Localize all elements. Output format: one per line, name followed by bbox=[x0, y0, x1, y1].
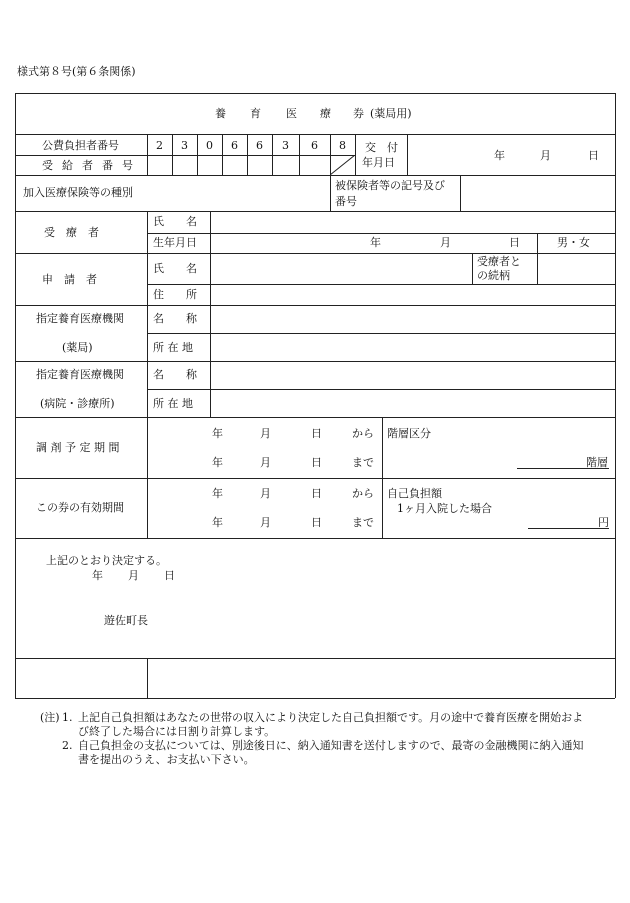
vp-from-year: 年 bbox=[212, 487, 223, 500]
issue-label-bottom: 年月日 bbox=[362, 156, 395, 169]
dp-until: まで bbox=[352, 456, 374, 469]
title-char: 医 bbox=[286, 107, 297, 120]
vp-to-day: 日 bbox=[311, 516, 322, 529]
hospital-name-label: 名 称 bbox=[153, 368, 197, 381]
patient-section-label: 受 療 者 bbox=[44, 226, 99, 239]
validity-period-label: この券の有効期間 bbox=[36, 501, 124, 514]
payer-digit: 6 bbox=[256, 139, 263, 152]
dp-from-month: 月 bbox=[260, 427, 271, 440]
relation-label-2: の続柄 bbox=[477, 269, 510, 282]
title-char: 養 bbox=[215, 107, 226, 120]
note-1-number: 1. bbox=[62, 711, 73, 724]
vp-until: まで bbox=[352, 516, 374, 529]
patient-name-label: 氏 名 bbox=[153, 215, 197, 228]
patient-dob-label: 生年月日 bbox=[153, 236, 197, 249]
vp-to-year: 年 bbox=[212, 516, 223, 529]
pharmacy-address-label: 所 在 地 bbox=[153, 341, 193, 354]
title-suffix: (薬局用) bbox=[370, 107, 412, 120]
note-2-line2: 書を提出のうえ、お支払い下さい。 bbox=[78, 753, 255, 766]
hospital-label: 指定養育医療機関 bbox=[36, 368, 124, 381]
dp-to-month: 月 bbox=[260, 456, 271, 469]
dp-from: から bbox=[352, 427, 374, 440]
decision-text: 上記のとおり決定する。 bbox=[46, 554, 167, 567]
dp-to-day: 日 bbox=[311, 456, 322, 469]
issuer: 遊佐町長 bbox=[104, 614, 148, 627]
note-2-number: 2. bbox=[62, 739, 73, 752]
insured-symbol-label: 被保険者等の記号及び bbox=[335, 179, 445, 192]
diagonal-slash bbox=[330, 155, 356, 176]
vp-from-month: 月 bbox=[260, 487, 271, 500]
tier-label: 階層区分 bbox=[387, 427, 431, 440]
insured-symbol-label-2: 番号 bbox=[335, 195, 357, 208]
vp-from: から bbox=[352, 487, 374, 500]
payer-digit: 3 bbox=[282, 139, 289, 152]
copay-label: 自己負担額 bbox=[387, 487, 442, 500]
applicant-name-label: 氏 名 bbox=[153, 262, 197, 275]
issue-year: 年 bbox=[494, 149, 505, 162]
payer-digit: 2 bbox=[156, 139, 163, 152]
dob-day: 日 bbox=[509, 236, 520, 249]
payer-digit: 3 bbox=[181, 139, 188, 152]
pharmacy-label-2: (薬局) bbox=[62, 341, 93, 354]
title-char: 育 bbox=[250, 107, 261, 120]
decision-month: 月 bbox=[128, 569, 139, 582]
dob-month: 月 bbox=[440, 236, 451, 249]
tier-unit: 階層 bbox=[586, 456, 608, 469]
note-2-line1: 自己負担金の支払については、別途後日に、納入通知書を送付しますので、最寄の金融機関に納入通知 bbox=[78, 739, 584, 752]
title-char: 券 bbox=[353, 107, 364, 120]
public-payer-label: 公費負担者番号 bbox=[42, 139, 119, 152]
copay-condition: 1ヶ月入院した場合 bbox=[397, 502, 492, 515]
decision-day: 日 bbox=[164, 569, 175, 582]
payer-digit: 6 bbox=[231, 139, 238, 152]
dp-from-day: 日 bbox=[311, 427, 322, 440]
note-1-line2: び終了した場合には日割り計算します。 bbox=[78, 725, 276, 738]
hospital-address-label: 所 在 地 bbox=[153, 397, 193, 410]
issue-month: 月 bbox=[540, 149, 551, 162]
applicant-address-label: 住 所 bbox=[153, 288, 197, 301]
notes-prefix: (注) bbox=[40, 711, 60, 724]
form-label: 様式第８号(第６条関係) bbox=[17, 65, 136, 78]
payer-digit: 0 bbox=[206, 139, 213, 152]
note-1-line1: 上記自己負担額はあなたの世帯の収入により決定した自己負担額です。月の途中で養育医療を開始およ bbox=[78, 711, 584, 724]
insurance-type-label: 加入医療保険等の種別 bbox=[23, 186, 133, 199]
issue-label-top: 交 付 bbox=[365, 141, 398, 154]
dp-to-year: 年 bbox=[212, 456, 223, 469]
copay-unit: 円 bbox=[598, 516, 609, 529]
decision-year: 年 bbox=[92, 569, 103, 582]
vp-from-day: 日 bbox=[311, 487, 322, 500]
relation-label: 受療者と bbox=[477, 255, 521, 268]
issue-day: 日 bbox=[588, 149, 599, 162]
dob-year: 年 bbox=[370, 236, 381, 249]
title-char: 療 bbox=[320, 107, 331, 120]
dispensing-period-label: 調 剤 予 定 期 間 bbox=[36, 441, 120, 454]
payer-digit: 8 bbox=[339, 139, 346, 152]
payer-digit: 6 bbox=[311, 139, 318, 152]
hospital-label-2: (病院・診療所) bbox=[40, 397, 115, 410]
sex-options: 男・女 bbox=[557, 236, 590, 249]
pharmacy-name-label: 名 称 bbox=[153, 312, 197, 325]
dp-from-year: 年 bbox=[212, 427, 223, 440]
vp-to-month: 月 bbox=[260, 516, 271, 529]
pharmacy-label: 指定養育医療機関 bbox=[36, 312, 124, 325]
applicant-section-label: 申 請 者 bbox=[42, 273, 97, 286]
